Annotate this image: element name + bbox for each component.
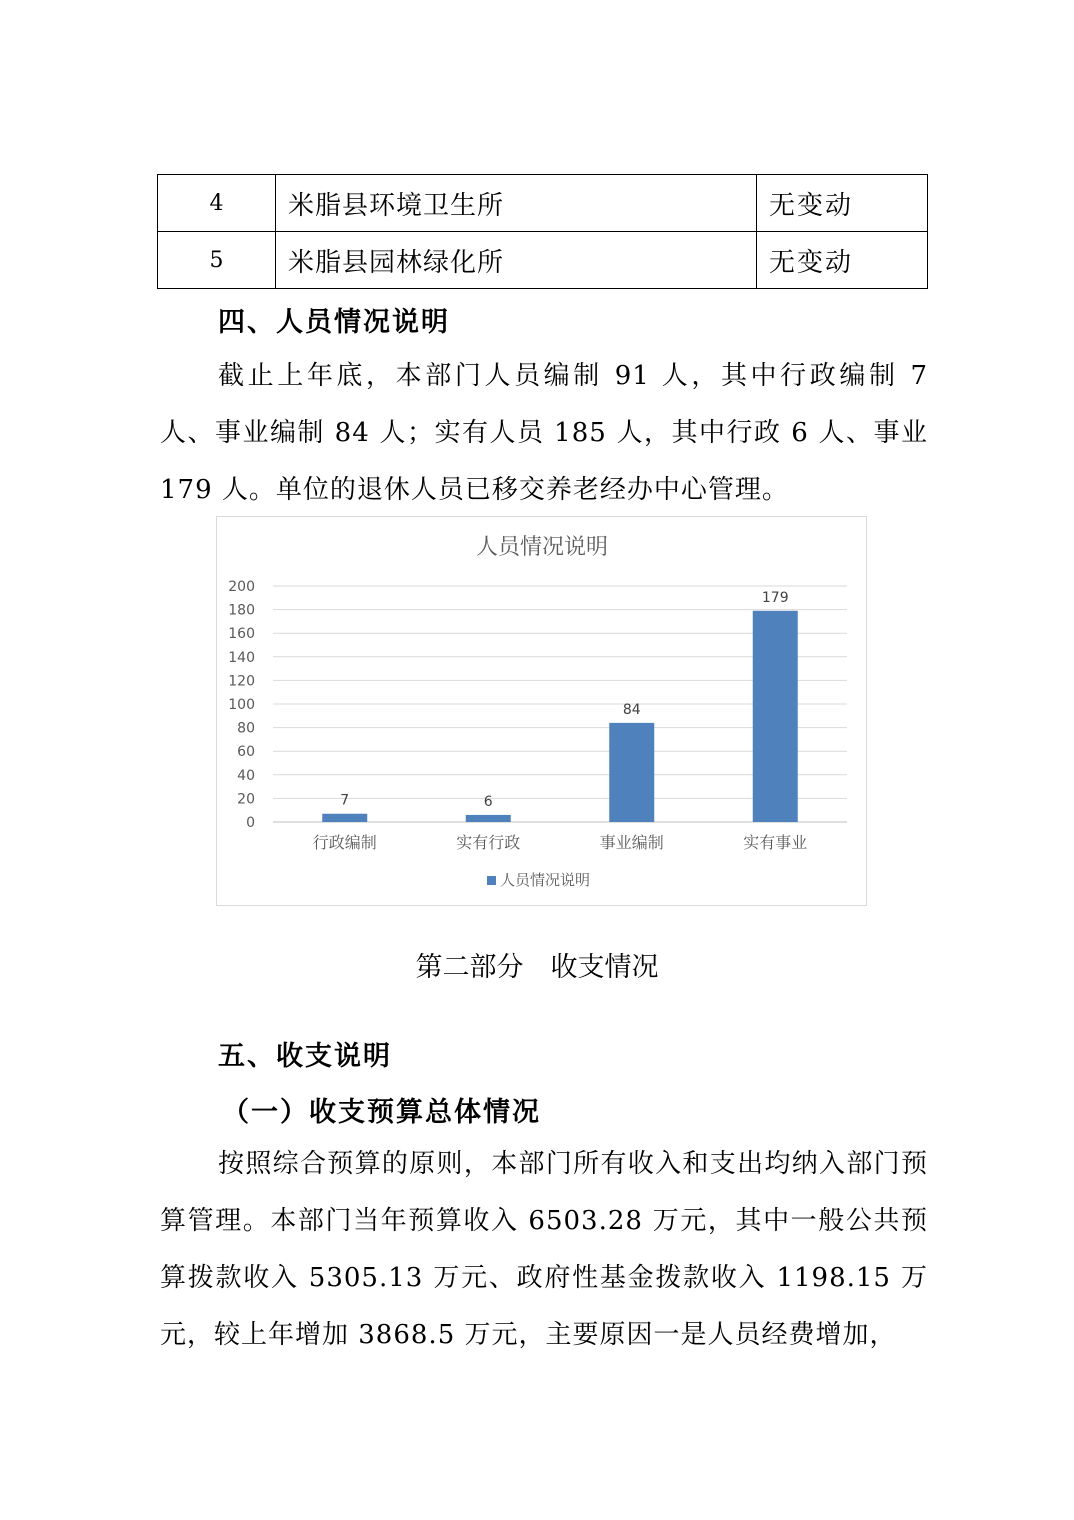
part-2-title: 第二部分 收支情况 xyxy=(415,952,659,983)
row-index: 5 xyxy=(158,232,276,289)
change-status: 无变动 xyxy=(757,175,928,232)
staff-bar-chart xyxy=(216,516,867,906)
x-tick-label: 实有行政 xyxy=(456,833,521,852)
y-tick-label: 180 xyxy=(228,602,255,619)
chart-title: 人员情况说明 xyxy=(475,535,609,560)
change-status: 无变动 xyxy=(757,232,928,289)
y-tick-label: 140 xyxy=(228,649,255,666)
unit-name: 米脂县环境卫生所 xyxy=(276,175,757,232)
y-tick-label: 0 xyxy=(246,815,255,831)
x-tick-label: 事业编制 xyxy=(599,833,664,852)
table-row xyxy=(158,232,928,289)
legend-label: 人员情况说明 xyxy=(500,871,591,889)
data-label: 6 xyxy=(483,793,493,810)
y-tick-label: 100 xyxy=(228,697,255,713)
section-5-heading: 五、收支说明 xyxy=(218,1041,392,1072)
x-axis-labels xyxy=(313,833,808,852)
y-tick-label: 200 xyxy=(228,579,255,595)
bar xyxy=(753,611,798,822)
chart-canvas xyxy=(217,517,866,905)
data-label: 7 xyxy=(340,792,350,809)
y-tick-label: 60 xyxy=(237,744,255,761)
y-tick-label: 40 xyxy=(237,767,255,784)
data-label: 179 xyxy=(761,589,789,606)
y-tick-label: 160 xyxy=(228,626,255,643)
table-row xyxy=(158,175,928,232)
section-4-paragraph: 截止上年底，本部门人员编制 91 人，其中行政编制 7 人、事业编制 84 人；实有人员 185 人，其中行政 6 人、事业 179 人。单位的退休人员已移交养老经办中心管理。 xyxy=(160,361,928,505)
chart-bars xyxy=(322,611,798,822)
x-tick-label: 行政编制 xyxy=(312,833,377,852)
section-5-paragraph: 按照综合预算的原则，本部门所有收入和支出均纳入部门预算管理。本部门当年预算收入 6503.28 万元，其中一般公共预算拨款收入 5305.13 万元、政府性基金拨款收入 1198.15 万元，较上年增加 3868.5 万元，主要原因一是人员经费增加， xyxy=(160,1149,928,1350)
y-tick-label: 20 xyxy=(237,791,255,808)
bar xyxy=(466,815,511,822)
bar xyxy=(322,814,367,822)
chart-data-labels xyxy=(340,590,788,810)
data-label: 84 xyxy=(622,701,641,718)
section-4-heading: 四、人员情况说明 xyxy=(218,307,450,338)
y-axis-ticks xyxy=(228,579,255,831)
y-tick-label: 120 xyxy=(228,673,255,690)
y-tick-label: 80 xyxy=(237,720,255,737)
bar xyxy=(609,723,654,822)
section-5-subheading: （一）收支预算总体情况 xyxy=(222,1097,541,1128)
x-tick-label: 实有事业 xyxy=(743,833,808,852)
unit-change-table xyxy=(157,174,928,289)
row-index: 4 xyxy=(158,175,276,232)
unit-name: 米脂县园林绿化所 xyxy=(276,232,757,289)
legend-swatch xyxy=(487,876,496,885)
